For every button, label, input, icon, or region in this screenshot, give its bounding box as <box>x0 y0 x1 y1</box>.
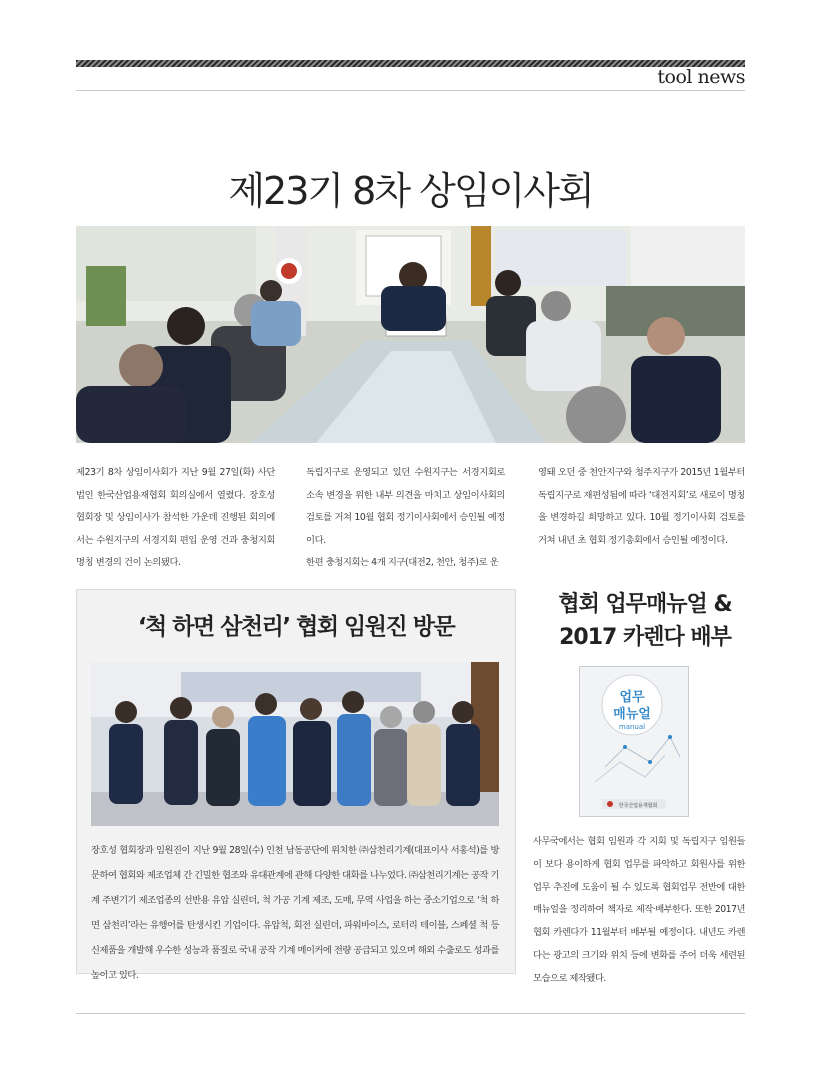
main-article-paragraph: 한편 충청지회는 4개 지구(대전2, 천안, 청주)로 운 <box>306 557 499 568</box>
board-meeting-illustration <box>76 226 745 443</box>
main-article-paragraph: 영돼 오던 중 천안지구와 청주지구가 2015년 1월부터 독립지구로 재편성됨에 따라 ‘대전지회’로 새로이 명칭을 변경하길 희망하고 있다. 10월 정기이사회 검토를 거쳐 내년 초 협회 정기총회에서 승인될 예정이다. <box>538 467 745 546</box>
visit-article-title: ‘척 하면 삼천리’ 협회 임원진 방문 <box>137 614 455 640</box>
main-article-title: 제23기 8차 상임이사회 <box>228 169 593 213</box>
main-article-column-1 <box>76 462 275 575</box>
book-title-line2: 매뉴얼 <box>613 707 651 722</box>
brand-logo: tool news <box>657 66 745 88</box>
manual-book-illustration <box>580 667 688 816</box>
main-article-column-3 <box>538 462 745 552</box>
book-title-line1: 업무 <box>619 690 645 705</box>
book-subtitle: manual <box>618 723 646 731</box>
group-photo-illustration <box>91 662 499 826</box>
manual-article-body: 사무국에서는 협회 임원과 각 지회 및 독립지구 임원들이 보다 용이하게 협회 업무를 파악하고 회원사를 위한 업무 추진에 도움이 될 수 있도록 협회업무 전반에 대한 매뉴얼을 정리하여 책자로 제작·배부한다. 또한 2017년 협회 카렌다가 11월부터 배부될 예정이다. 내년도 카렌다는 광고의 크기와 위치 등에 변화를 주어 더욱 세련된 모습으로 제작됐다. <box>533 836 745 984</box>
manual-article-title-line2: 2017 카렌다 배부 <box>559 625 731 650</box>
footer-rule <box>76 1013 745 1014</box>
manual-article-title-line1: 협회 업무매뉴얼 & <box>558 592 732 617</box>
manual-book-cover <box>580 667 688 816</box>
manual-article-title <box>530 588 760 654</box>
main-article-paragraph: 독립지구로 운영되고 있던 수원지구는 서경지회로 소속 변경을 위한 내부 의견을 마치고 상임이사회의 검토를 거쳐 10월 협회 정기이사회에서 승인될 예정이다. <box>306 467 505 546</box>
visit-article-body: 장호성 협회장과 임원진이 지난 9월 28일(수) 인천 남동공단에 위치한 ㈜삼천리기계(대표이사 서홍석)를 방문하여 협회와 제조업체 간 긴밀한 협조와 유대관계에 관해 다양한 대화를 나누었다. ㈜삼천리기계는 공작 기계 주변기기 제조업종의 선반용 유압 실린더, 척 가공 기계 제조, 도매, 무역 사업을 하는 중소기업으로 ‘척 하면 삼천리’라는 유행어를 탄생시킨 기업이다. 유압척, 회전 실린더, 파워바이스, 로터리 테이블, 스페셜 척 등 신제품을 개발해 우수한 성능과 품질로 국내 공작 기계 메이커에 전량 공급되고 있으며 해외 수출로도 성과를 높이고 있다. <box>91 845 499 981</box>
group-photo <box>91 662 499 826</box>
main-article-column-2 <box>306 462 505 575</box>
header-rule <box>76 90 745 91</box>
board-meeting-photo <box>76 226 745 443</box>
book-publisher: 한국산업용재협회 <box>618 803 658 809</box>
main-article-paragraph: 제23기 8차 상임이사회가 지난 9월 27일(화) 사단법인 한국산업용재협회 회의실에서 열렸다. 장호성 협회장 및 상임이사가 참석한 가운데 진행된 회의에서는 수원지구의 서경지회 편입 운영 건과 충청지회 명칭 변경의 건이 논의됐다. <box>76 467 275 568</box>
header-stripe <box>76 60 745 67</box>
